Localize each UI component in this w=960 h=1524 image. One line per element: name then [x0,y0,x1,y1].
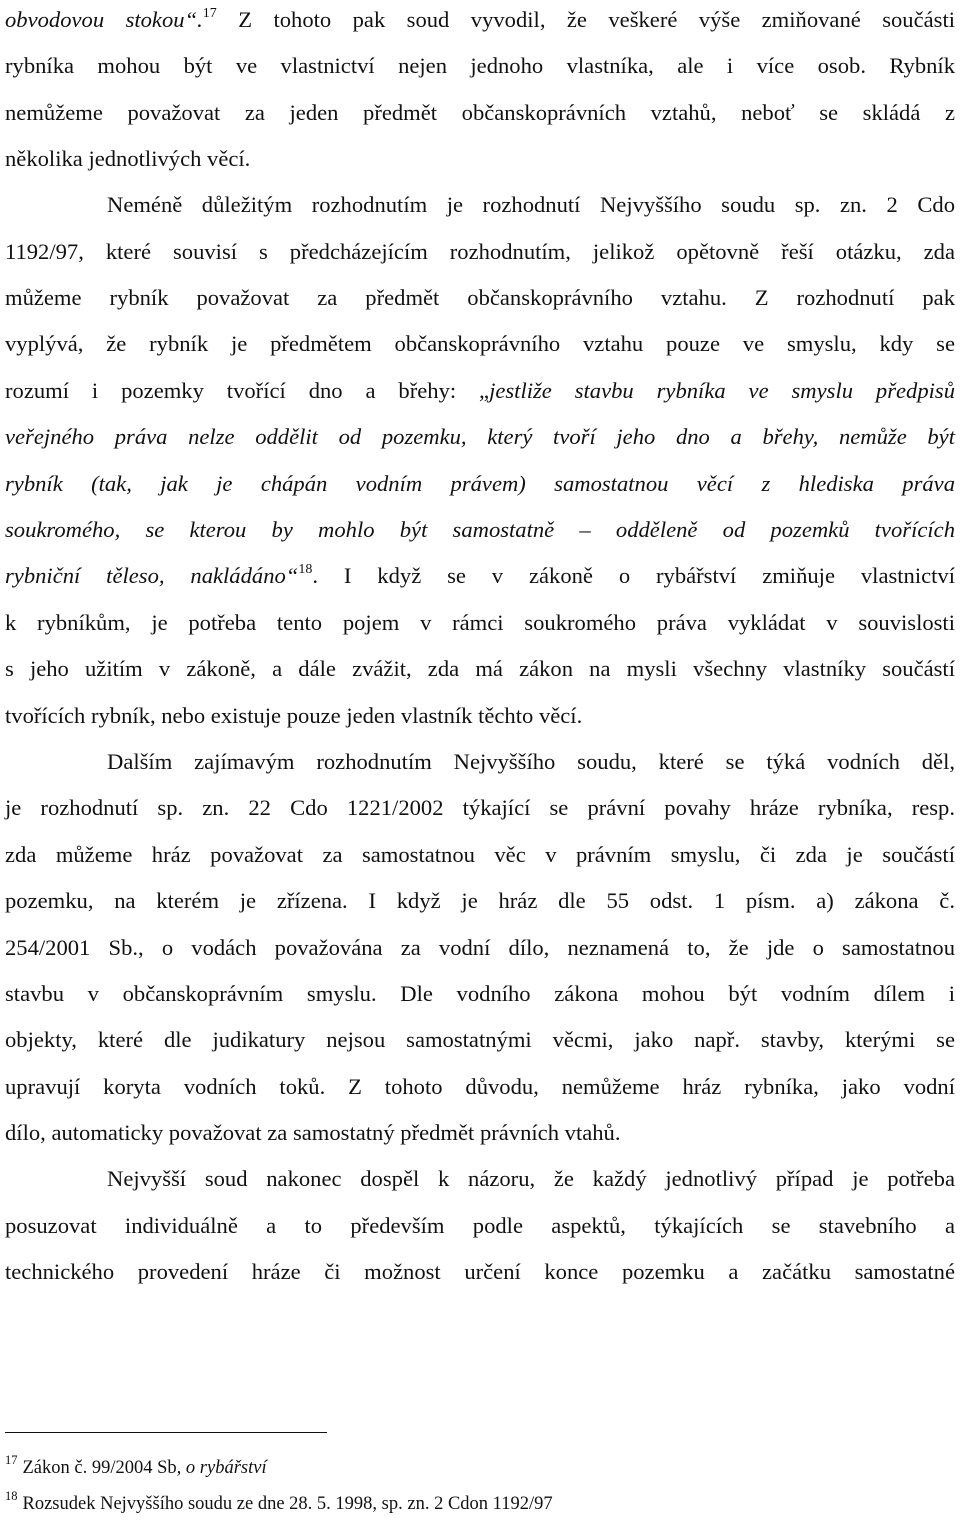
paragraph-line: tvořících rybník, nebo existuje pouze jeden vlastník těchto věcí. [5,703,583,728]
text-span: Z tohoto pak soud vyvodil, že veškeré výše zmiňované součásti [216,7,955,32]
paragraph-line: stavbu v občanskoprávním smyslu. Dle vodního zákona mohou být vodním dílem i [5,981,955,1006]
text-span: . I když se v zákoně o rybářství zmiňuje vlastnictví [312,563,955,588]
paragraph-line: pozemku, na kterém je zřízena. I když je hráz dle 55 odst. 1 písm. a) zákona č. [5,888,955,913]
paragraph-line: zda můžeme hráz považovat za samostatnou věc v právním smyslu, či zda je součástí [5,842,955,867]
footnote-17 [5,1453,267,1481]
paragraph-line: 254/2001 Sb., o vodách považována za vodní dílo, neznamená to, že jde o samostatnou [5,935,955,960]
footnote-text: Zákon č. 99/2004 Sb [22,1458,177,1478]
paragraph-line: rybníka mohou být ve vlastnictví nejen jednoho vlastníka, ale i více osob. Rybník [5,53,955,78]
paragraph-line: Neméně důležitým rozhodnutím je rozhodnutí Nejvyššího soudu sp. zn. 2 Cdo [107,192,955,217]
paragraph-line: veřejného práva nelze oddělit od pozemku, který tvoří jeho dno a břehy, nemůže být [5,424,955,449]
paragraph-line: s jeho užitím v zákoně, a dále zvážit, zda má zákon na mysli všechny vlastníky součástí [5,656,955,681]
footnote-number: 18 [5,1489,18,1503]
footnote-ref-17: 17 [202,6,217,21]
footnote-italic-text: , o rybářství [176,1458,267,1478]
closing-quote: “ [285,563,299,588]
paragraph-line: rybník (tak, jak je chápán vodním právem) samostatnou věcí z hlediska práva [5,471,955,496]
paragraph-line [5,6,955,34]
paragraph-line: můžeme rybník považovat za předmět občanskoprávního vztahu. Z rozhodnutí pak [5,285,955,310]
paragraph-line: Nejvyšší soud nakonec dospěl k názoru, že každý jednotlivý případ je potřeba [107,1166,955,1191]
paragraph-line: vyplývá, že rybník je předmětem občanskoprávního vztahu pouze ve smyslu, kdy se [5,331,955,356]
paragraph-line: upravují koryta vodních toků. Z tohoto důvodu, nemůžeme hráz rybníka, jako vodní [5,1074,955,1099]
footnote-number: 17 [5,1453,18,1467]
paragraph-line: posuzovat individuálně a to především podle aspektů, týkajících se stavebního a [5,1213,955,1238]
paragraph-line: soukromého, se kterou by mohlo být samostatně – odděleně od pozemků tvořících [5,517,955,542]
paragraph-line: objekty, které dle judikatury nejsou samostatnými věcmi, jako např. stavby, kterými se [5,1027,955,1052]
closing-quote: “. [184,7,203,32]
italic-quote: jestliže stavbu rybníka ve smyslu předpisů [489,378,955,403]
footnote-18 [5,1489,553,1517]
paragraph-line [5,562,955,590]
paragraph-line: 1192/97, které souvisí s předcházejícím rozhodnutím, jelikož opětovně řeší otázku, zda [5,239,955,264]
paragraph-line: nemůžeme považovat za jeden předmět občanskoprávních vztahů, neboť se skládá z [5,100,955,125]
paragraph-line: k rybníkům, je potřeba tento pojem v rámci soukromého práva vykládat v souvislosti [5,610,955,635]
footnote-text: Rozsudek Nejvyššího soudu ze dne 28. 5. 1998, sp. zn. 2 Cdon 1192/97 [22,1494,553,1514]
paragraph-line: je rozhodnutí sp. zn. 22 Cdo 1221/2002 týkající se právní povahy hráze rybníka, resp. [5,795,955,820]
italic-text: obvodovou stokou [5,7,185,32]
paragraph-line: dílo, automaticky považovat za samostatný předmět právních vtahů. [5,1120,621,1145]
paragraph-line: několika jednotlivých věcí. [5,146,251,171]
paragraph-line: technického provedení hráze či možnost určení konce pozemku a začátku samostatné [5,1259,955,1284]
footnote-separator [5,1432,327,1433]
footnote-ref-18: 18 [298,562,313,577]
text-span: rozumí i pozemky tvořící dno a břehy: „ [5,378,490,403]
paragraph-line [5,377,955,405]
italic-quote: rybniční těleso, nakládáno [5,563,286,588]
paragraph-line: Dalším zajímavým rozhodnutím Nejvyššího soudu, které se týká vodních děl, [107,749,955,774]
